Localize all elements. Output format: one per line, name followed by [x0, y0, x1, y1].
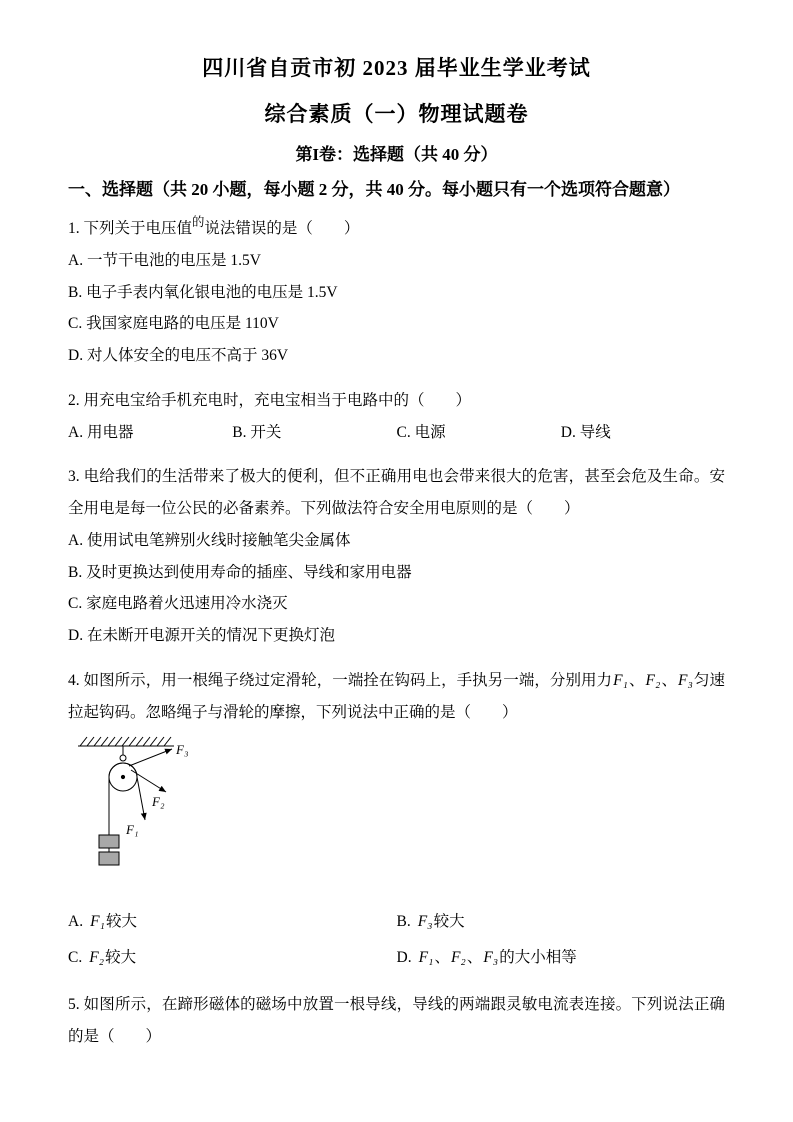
question-1-stem-text-2: 说法错误的是（ ）: [204, 220, 360, 237]
force-var-f2: F₂: [645, 671, 661, 689]
part-header: 第I卷：选择题（共 40 分）: [295, 145, 498, 164]
question-4-option-c: [68, 940, 397, 976]
force-arrows: [129, 749, 172, 820]
pulley-axle: [121, 776, 124, 779]
option-d-text: 的大小相等: [499, 949, 577, 967]
weight-block-top: [99, 835, 119, 848]
question-2-stem: 2. 用充电宝给手机充电时，充电宝相当于电路中的（ ）: [68, 391, 472, 409]
option-a-label: A.: [68, 913, 84, 931]
weight-block-bottom: [99, 852, 119, 865]
ceiling-hatching: [78, 737, 174, 746]
question-2-option-b: B. 开关: [232, 423, 282, 441]
option-d-sep-2: 、: [466, 949, 483, 967]
question-2-options-row: [68, 417, 725, 449]
option-c-var-f2: F₂: [89, 949, 105, 967]
force-label-f2: F₂: [152, 794, 165, 810]
option-d-sep-1: 、: [434, 949, 450, 967]
question-1: [68, 213, 725, 372]
separator-2: 、: [661, 671, 677, 689]
question-3-option-a: A. 使用试电笔辨别火线时接触笔尖金属体: [68, 531, 351, 549]
question-3: [68, 461, 725, 652]
question-2: [68, 385, 725, 449]
question-1-option-d: D. 对人体安全的电压不高于 36V: [68, 347, 289, 365]
question-4-figure: [72, 732, 725, 900]
option-a-text: 较大: [105, 913, 137, 931]
option-c-label: C.: [68, 949, 83, 967]
question-4-option-b: [397, 904, 726, 940]
question-1-superscript: 的: [192, 215, 205, 230]
question-3-stem: 3. 电给我们的生活带来了极大的便利，但不正确用电也会带来很大的危害，甚至会危及生命。安全用电是每一位公民的必备素养。下列做法符合安全用电原则的是（ ）: [68, 468, 725, 518]
weight-blocks: [99, 835, 119, 865]
question-4-stem: [68, 665, 725, 729]
force-label-f1: F₁: [126, 822, 139, 838]
question-2-option-c: C. 电源: [396, 423, 446, 441]
force-arrow-f3: [129, 749, 172, 766]
question-4: [68, 665, 725, 976]
force-var-f3: F₃: [678, 671, 693, 689]
exam-title: 四川省自贡市初 2023 届毕业生学业考试: [202, 56, 591, 80]
force-var-f1: F₁: [613, 671, 628, 689]
option-b-label: B.: [396, 913, 411, 931]
option-d-var-f1: F₁: [418, 949, 434, 967]
force-arrow-f1: [137, 777, 145, 820]
option-d-var-f3: F₃: [483, 949, 499, 967]
question-2-option-d: D. 导线: [560, 423, 611, 441]
question-4-options: [68, 904, 725, 975]
option-d-label: D.: [396, 949, 412, 967]
question-1-option-a: A. 一节干电池的电压是 1.5V: [68, 251, 261, 269]
exam-subtitle: 综合素质（一）物理试题卷: [264, 102, 529, 126]
section-instructions: 一、选择题（共 20 小题，每小题 2 分，共 40 分。每小题只有一个选项符合题意）: [68, 180, 680, 199]
question-4-option-a: [68, 904, 397, 940]
separator-1: 、: [628, 671, 645, 689]
force-label-f3: F₃: [176, 742, 189, 758]
question-4-stem-text-1: 4. 如图所示，用一根绳子绕过定滑轮，一端拴在钩码上，手执另一端，分别用力: [68, 671, 613, 689]
question-3-option-c: C. 家庭电路着火迅速用冷水浇灭: [68, 595, 288, 613]
pulley-figure: [72, 732, 222, 896]
option-a-var-f1: F₁: [90, 913, 105, 931]
pulley-hook: [120, 755, 126, 761]
question-3-option-d: D. 在未断开电源开关的情况下更换灯泡: [68, 627, 335, 645]
question-4-option-d: [397, 940, 726, 976]
option-c-text: 较大: [105, 949, 137, 967]
question-1-stem: [68, 213, 725, 245]
question-2-option-a: A. 用电器: [68, 423, 134, 441]
option-d-var-f2: F₂: [450, 949, 466, 967]
question-5: [68, 989, 725, 1053]
question-3-option-b: B. 及时更换达到使用寿命的插座、导线和家用电器: [68, 563, 412, 581]
question-5-stem: 5. 如图所示，在蹄形磁体的磁场中放置一根导线，导线的两端跟灵敏电流表连接。下列说法正确的是（ ）: [68, 995, 725, 1045]
question-1-option-c: C. 我国家庭电路的电压是 110V: [68, 315, 279, 333]
option-b-text: 较大: [433, 913, 465, 931]
option-b-var-f3: F₃: [417, 913, 433, 931]
question-1-stem-text-1: 1. 下列关于电压值: [68, 220, 193, 237]
question-1-option-b: B. 电子手表内氧化银电池的电压是 1.5V: [68, 283, 338, 301]
question-4-stem-text-2: 匀速拉起钩码。忽略绳子与滑轮的摩擦，下列说法中正确的是（ ）: [68, 671, 725, 721]
